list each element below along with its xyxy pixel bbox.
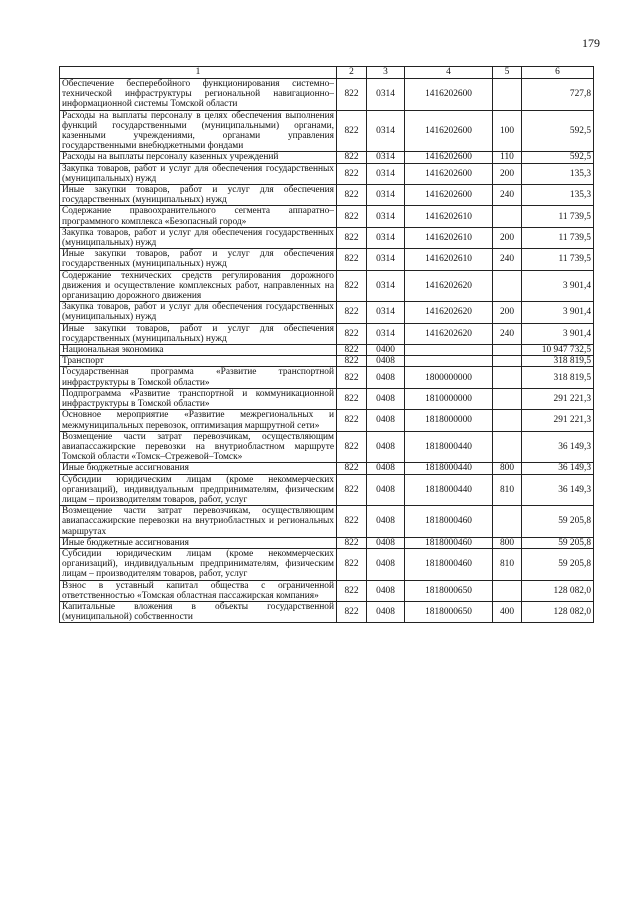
row-name-cell: Государственная программа «Развитие транспортной инфраструктуры в Томской области» (60, 367, 337, 388)
table-row (60, 388, 594, 409)
row-target-cell: 1818000440 (405, 431, 493, 463)
table-row (60, 270, 594, 302)
row-name-cell: Содержание правоохранительного сегмента аппаратно–программного комплекса «Безопасный город» (60, 206, 337, 227)
row-ministry-cell: 822 (337, 79, 367, 111)
row-expense-cell: 810 (493, 548, 522, 580)
row-name-cell: Закупка товаров, работ и услуг для обеспечения государственных (муниципальных) нужд (60, 163, 337, 184)
table-row (60, 110, 594, 152)
row-section-cell: 0400 (367, 345, 405, 356)
row-target-cell: 1818000440 (405, 474, 493, 506)
row-name-cell: Расходы на выплаты персоналу в целях обеспечения выполнения функций государственными (муниципальными) органами, казенными учреждениями, органами управления государственными внебюджетными фондами (60, 110, 337, 152)
row-name-cell: Субсидии юридическим лицам (кроме некоммерческих организаций), индивидуальным предпринимателям, физическим лицам – производителям товаров, работ, услуг (60, 548, 337, 580)
row-target-cell: 1416202610 (405, 227, 493, 248)
row-amount-cell: 59 205,8 (522, 537, 594, 548)
row-ministry-cell: 822 (337, 388, 367, 409)
row-amount-cell: 128 082,0 (522, 601, 594, 622)
row-target-cell: 1818000650 (405, 580, 493, 601)
row-section-cell: 0408 (367, 431, 405, 463)
row-target-cell (405, 356, 493, 367)
row-name-cell: Обеспечение бесперебойного функционирования системно–технической инфраструктуры региональной навигационно–информационной системы Томской области (60, 79, 337, 111)
row-name-cell: Национальная экономика (60, 345, 337, 356)
row-ministry-cell: 822 (337, 548, 367, 580)
row-expense-cell: 240 (493, 323, 522, 344)
row-ministry-cell: 822 (337, 345, 367, 356)
row-expense-cell (493, 580, 522, 601)
row-name-cell: Закупка товаров, работ и услуг для обеспечения государственных (муниципальных) нужд (60, 227, 337, 248)
row-amount-cell: 128 082,0 (522, 580, 594, 601)
table-row (60, 227, 594, 248)
row-name-cell: Возмещение части затрат перевозчикам, осуществляющим авиапассажирские перевозки на внутриобластном маршруте Томской области «Томск–Стрежевой–Томск» (60, 431, 337, 463)
row-ministry-cell: 822 (337, 270, 367, 302)
budget-table (59, 66, 594, 623)
row-amount-cell: 36 149,3 (522, 431, 594, 463)
column-header: 2 (337, 67, 367, 79)
row-section-cell: 0314 (367, 163, 405, 184)
row-expense-cell: 400 (493, 601, 522, 622)
row-ministry-cell: 822 (337, 506, 367, 538)
row-target-cell: 1416202620 (405, 270, 493, 302)
row-ministry-cell: 822 (337, 152, 367, 163)
row-amount-cell: 3 901,4 (522, 302, 594, 323)
row-name-cell: Возмещение части затрат перевозчикам, осуществляющим авиапассажирские перевозки на внутриобластных и региональных маршрутах (60, 506, 337, 538)
table-row (60, 410, 594, 431)
row-amount-cell: 318 819,5 (522, 367, 594, 388)
row-amount-cell: 318 819,5 (522, 356, 594, 367)
row-section-cell: 0408 (367, 356, 405, 367)
row-section-cell: 0314 (367, 227, 405, 248)
column-header: 3 (367, 67, 405, 79)
row-target-cell (405, 345, 493, 356)
row-ministry-cell: 822 (337, 110, 367, 152)
row-section-cell: 0314 (367, 270, 405, 302)
row-section-cell: 0408 (367, 410, 405, 431)
row-name-cell: Иные закупки товаров, работ и услуг для обеспечения государственных (муниципальных) нужд (60, 323, 337, 344)
row-name-cell: Взнос в уставный капитал общества с ограниченной ответственностью «Томская областная пассажирская компания» (60, 580, 337, 601)
row-section-cell: 0408 (367, 601, 405, 622)
row-name-cell: Основное мероприятие «Развитие межрегиональных и межмуниципальных перевозок, оптимизация маршрутной сети» (60, 410, 337, 431)
row-expense-cell: 200 (493, 302, 522, 323)
row-section-cell: 0408 (367, 580, 405, 601)
row-expense-cell (493, 206, 522, 227)
table-row (60, 537, 594, 548)
row-ministry-cell: 822 (337, 323, 367, 344)
column-header: 1 (60, 67, 337, 79)
row-ministry-cell: 822 (337, 410, 367, 431)
row-amount-cell: 11 739,5 (522, 227, 594, 248)
row-amount-cell: 135,3 (522, 163, 594, 184)
row-expense-cell (493, 356, 522, 367)
row-target-cell: 1416202600 (405, 110, 493, 152)
row-expense-cell: 240 (493, 249, 522, 270)
row-amount-cell: 3 901,4 (522, 323, 594, 344)
row-target-cell: 1818000460 (405, 506, 493, 538)
table-row (60, 323, 594, 344)
row-name-cell: Расходы на выплаты персоналу казенных учреждений (60, 152, 337, 163)
row-expense-cell: 240 (493, 185, 522, 206)
table-row (60, 474, 594, 506)
row-target-cell: 1416202610 (405, 249, 493, 270)
row-ministry-cell: 822 (337, 227, 367, 248)
row-expense-cell (493, 506, 522, 538)
row-ministry-cell: 822 (337, 302, 367, 323)
row-ministry-cell: 822 (337, 185, 367, 206)
row-target-cell: 1810000000 (405, 388, 493, 409)
row-amount-cell: 291 221,3 (522, 410, 594, 431)
row-target-cell: 1416202620 (405, 302, 493, 323)
row-section-cell: 0314 (367, 110, 405, 152)
row-section-cell: 0408 (367, 463, 405, 474)
table-row (60, 302, 594, 323)
row-ministry-cell: 822 (337, 537, 367, 548)
row-expense-cell (493, 367, 522, 388)
row-section-cell: 0408 (367, 388, 405, 409)
row-expense-cell: 810 (493, 474, 522, 506)
row-ministry-cell: 822 (337, 580, 367, 601)
row-ministry-cell: 822 (337, 601, 367, 622)
row-amount-cell: 59 205,8 (522, 548, 594, 580)
row-amount-cell: 727,8 (522, 79, 594, 111)
row-expense-cell: 100 (493, 110, 522, 152)
row-target-cell: 1416202610 (405, 206, 493, 227)
row-expense-cell (493, 345, 522, 356)
row-target-cell: 1818000440 (405, 463, 493, 474)
row-expense-cell: 200 (493, 227, 522, 248)
table-row (60, 506, 594, 538)
row-target-cell: 1416202620 (405, 323, 493, 344)
row-name-cell: Содержание технических средств регулирования дорожного движения и осуществление комплексных работ, направленных на организацию дорожного движения (60, 270, 337, 302)
row-amount-cell: 11 739,5 (522, 249, 594, 270)
table-row (60, 79, 594, 111)
row-amount-cell: 10 947 732,5 (522, 345, 594, 356)
row-section-cell: 0314 (367, 249, 405, 270)
row-expense-cell (493, 79, 522, 111)
table-row (60, 185, 594, 206)
table-row (60, 580, 594, 601)
row-amount-cell: 36 149,3 (522, 463, 594, 474)
table-row (60, 548, 594, 580)
row-target-cell: 1416202600 (405, 79, 493, 111)
row-section-cell: 0314 (367, 302, 405, 323)
row-amount-cell: 291 221,3 (522, 388, 594, 409)
table-row (60, 431, 594, 463)
table-row (60, 152, 594, 163)
row-amount-cell: 135,3 (522, 185, 594, 206)
row-section-cell: 0314 (367, 152, 405, 163)
row-section-cell: 0408 (367, 367, 405, 388)
row-section-cell: 0408 (367, 506, 405, 538)
page-number: 179 (582, 36, 600, 50)
row-expense-cell (493, 270, 522, 302)
row-name-cell: Капитальные вложения в объекты государственной (муниципальной) собственности (60, 601, 337, 622)
column-header: 6 (522, 67, 594, 79)
column-header: 5 (493, 67, 522, 79)
row-target-cell: 1818000650 (405, 601, 493, 622)
row-target-cell: 1818000460 (405, 548, 493, 580)
row-expense-cell: 800 (493, 537, 522, 548)
row-amount-cell: 3 901,4 (522, 270, 594, 302)
table-row (60, 356, 594, 367)
row-ministry-cell: 822 (337, 463, 367, 474)
row-section-cell: 0408 (367, 548, 405, 580)
row-ministry-cell: 822 (337, 206, 367, 227)
row-section-cell: 0314 (367, 185, 405, 206)
row-name-cell: Иные бюджетные ассигнования (60, 537, 337, 548)
row-target-cell: 1818000000 (405, 410, 493, 431)
table-row (60, 463, 594, 474)
header-row (60, 67, 594, 79)
row-section-cell: 0314 (367, 323, 405, 344)
row-ministry-cell: 822 (337, 356, 367, 367)
row-section-cell: 0314 (367, 206, 405, 227)
row-target-cell: 1416202600 (405, 163, 493, 184)
row-expense-cell: 200 (493, 163, 522, 184)
row-expense-cell: 800 (493, 463, 522, 474)
row-name-cell: Подпрограмма «Развитие транспортной и коммуникационной инфраструктуры в Томской области» (60, 388, 337, 409)
table-row (60, 345, 594, 356)
row-target-cell: 1416202600 (405, 152, 493, 163)
row-expense-cell (493, 431, 522, 463)
row-name-cell: Транспорт (60, 356, 337, 367)
row-target-cell: 1800000000 (405, 367, 493, 388)
table-row (60, 249, 594, 270)
table-row (60, 367, 594, 388)
row-ministry-cell: 822 (337, 431, 367, 463)
table-row (60, 601, 594, 622)
row-ministry-cell: 822 (337, 474, 367, 506)
row-section-cell: 0408 (367, 537, 405, 548)
row-amount-cell: 592,5 (522, 152, 594, 163)
row-ministry-cell: 822 (337, 249, 367, 270)
row-expense-cell (493, 388, 522, 409)
row-section-cell: 0314 (367, 79, 405, 111)
row-ministry-cell: 822 (337, 163, 367, 184)
row-target-cell: 1416202600 (405, 185, 493, 206)
table-row (60, 206, 594, 227)
row-name-cell: Субсидии юридическим лицам (кроме некоммерческих организаций), индивидуальным предпринимателям, физическим лицам – производителям товаров, работ, услуг (60, 474, 337, 506)
row-expense-cell: 110 (493, 152, 522, 163)
row-amount-cell: 592,5 (522, 110, 594, 152)
row-section-cell: 0408 (367, 474, 405, 506)
row-amount-cell: 59 205,8 (522, 506, 594, 538)
row-name-cell: Иные закупки товаров, работ и услуг для обеспечения государственных (муниципальных) нужд (60, 185, 337, 206)
table-row (60, 163, 594, 184)
row-expense-cell (493, 410, 522, 431)
row-ministry-cell: 822 (337, 367, 367, 388)
row-name-cell: Закупка товаров, работ и услуг для обеспечения государственных (муниципальных) нужд (60, 302, 337, 323)
row-target-cell: 1818000460 (405, 537, 493, 548)
row-amount-cell: 36 149,3 (522, 474, 594, 506)
row-amount-cell: 11 739,5 (522, 206, 594, 227)
row-name-cell: Иные бюджетные ассигнования (60, 463, 337, 474)
row-name-cell: Иные закупки товаров, работ и услуг для обеспечения государственных (муниципальных) нужд (60, 249, 337, 270)
column-header: 4 (405, 67, 493, 79)
